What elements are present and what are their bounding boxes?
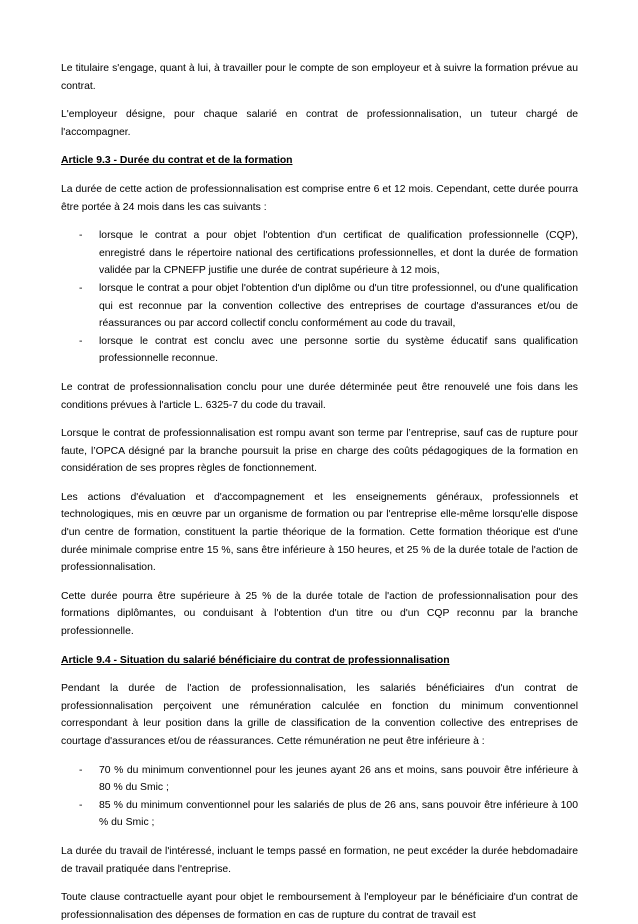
list-dash: - <box>79 799 83 811</box>
paragraph: Le titulaire s'engage, quant à lui, à travailler pour le compte de son employeur et à suivre la formation prévue au contrat. <box>61 63 578 92</box>
list-item-text: lorsque le contrat est conclu avec une personne sortie du système éducatif sans qualification professionnelle reconnue. <box>99 335 578 365</box>
paragraph: Lorsque le contrat de professionnalisation est rompu avant son terme par l’entreprise, sauf cas de rupture pour faute, l’OPCA désigné par la branche poursuit la prise en charge des coûts pédagogiques de la formation en considération de ses propres règles de fonctionnement. <box>61 428 578 475</box>
list-item <box>61 797 578 832</box>
paragraph: Pendant la durée de l'action de professionnalisation, les salariés bénéficiaires d'un contrat de professionnalisation perçoivent une rémunération calculée en fonction du minimum conventionnel correspondant à leur position dans la grille de classification de la convention collective des entreprises de courtage d'assurances et/ou de réassurances. Cette rémunération ne peut être inférieure à : <box>61 683 578 747</box>
list-item-text: 70 % du minimum conventionnel pour les jeunes ayant 26 ans et moins, sans pouvoir être inférieure à 80 % du Smic ; <box>99 764 578 794</box>
list-item <box>61 280 578 333</box>
paragraph: Les actions d'évaluation et d'accompagnement et les enseignements généraux, professionnels et technologiques, mis en œuvre par un organisme de formation ou par l'entreprise elle-même lorsqu'elle dispose d'un centre de formation, constituent la partie théorique de la formation. Cette formation théorique est d'une durée minimale comprise entre 15 %, sans être inférieure à 150 heures, et 25 % de la durée totale de l'action de professionnalisation. <box>61 491 578 574</box>
article-heading-9-3: Article 9.3 - Durée du contrat et de la formation <box>61 155 293 167</box>
paragraph: Cette durée pourra être supérieure à 25 % de la durée totale de l'action de professionnalisation pour des formations diplômantes, ou conduisant à l'obtention d'un titre ou d'un CQP reconnu par la branche professionnelle. <box>61 590 578 638</box>
paragraph: Le contrat de professionnalisation conclu pour une durée déterminée peut être renouvelé une fois dans les conditions prévues à l'article L. 6325-7 du code du travail. <box>61 381 578 411</box>
paragraph: Toute clause contractuelle ayant pour objet le remboursement à l'employeur par le bénéficiaire d'un contrat de professionnalisation des dépenses de formation en cas de rupture du contrat de travail est <box>61 892 578 921</box>
list-item <box>61 762 578 797</box>
list-item-text: lorsque le contrat a pour objet l'obtention d'un diplôme ou d'un titre professionnel, ou d'une qualification qui est reconnue par la convention collective des entreprises de courtage d'assurances et/ou de réassurances ou par accord collectif conclu conformément au code du travail, <box>99 282 578 330</box>
list-item <box>61 227 578 280</box>
list-item-text: lorsque le contrat a pour objet l'obtention d'un certificat de qualification professionnelle (CQP), enregistré dans le répertoire national des certifications professionnelles, et dont la durée de formation validée par la CPNEFP justifie une durée de contrat supérieure à 12 mois, <box>99 230 578 277</box>
list-dash: - <box>79 282 83 294</box>
paragraph: L'employeur désigne, pour chaque salarié en contrat de professionnalisation, un tuteur chargé de l'accompagner. <box>61 109 578 138</box>
list-dash: - <box>79 764 83 776</box>
list-item-text: 85 % du minimum conventionnel pour les salariés de plus de 26 ans, sans pouvoir être inférieure à 100 % du Smic ; <box>99 799 578 829</box>
list-dash: - <box>79 335 83 347</box>
list-dash: - <box>79 230 83 242</box>
remuneration-list <box>61 762 578 832</box>
article-heading-9-4: Article 9.4 - Situation du salarié bénéficiaire du contrat de professionnalisation <box>61 654 450 666</box>
paragraph: La durée de cette action de professionnalisation est comprise entre 6 et 12 mois. Cependant, cette durée pourra être portée à 24 mois dans les cas suivants : <box>61 183 578 213</box>
duration-cases-list <box>61 227 578 368</box>
paragraph: La durée du travail de l'intéressé, incluant le temps passé en formation, ne peut excéder la durée hebdomadaire de travail pratiquée dans l'entreprise. <box>61 845 578 875</box>
list-item <box>61 333 578 368</box>
